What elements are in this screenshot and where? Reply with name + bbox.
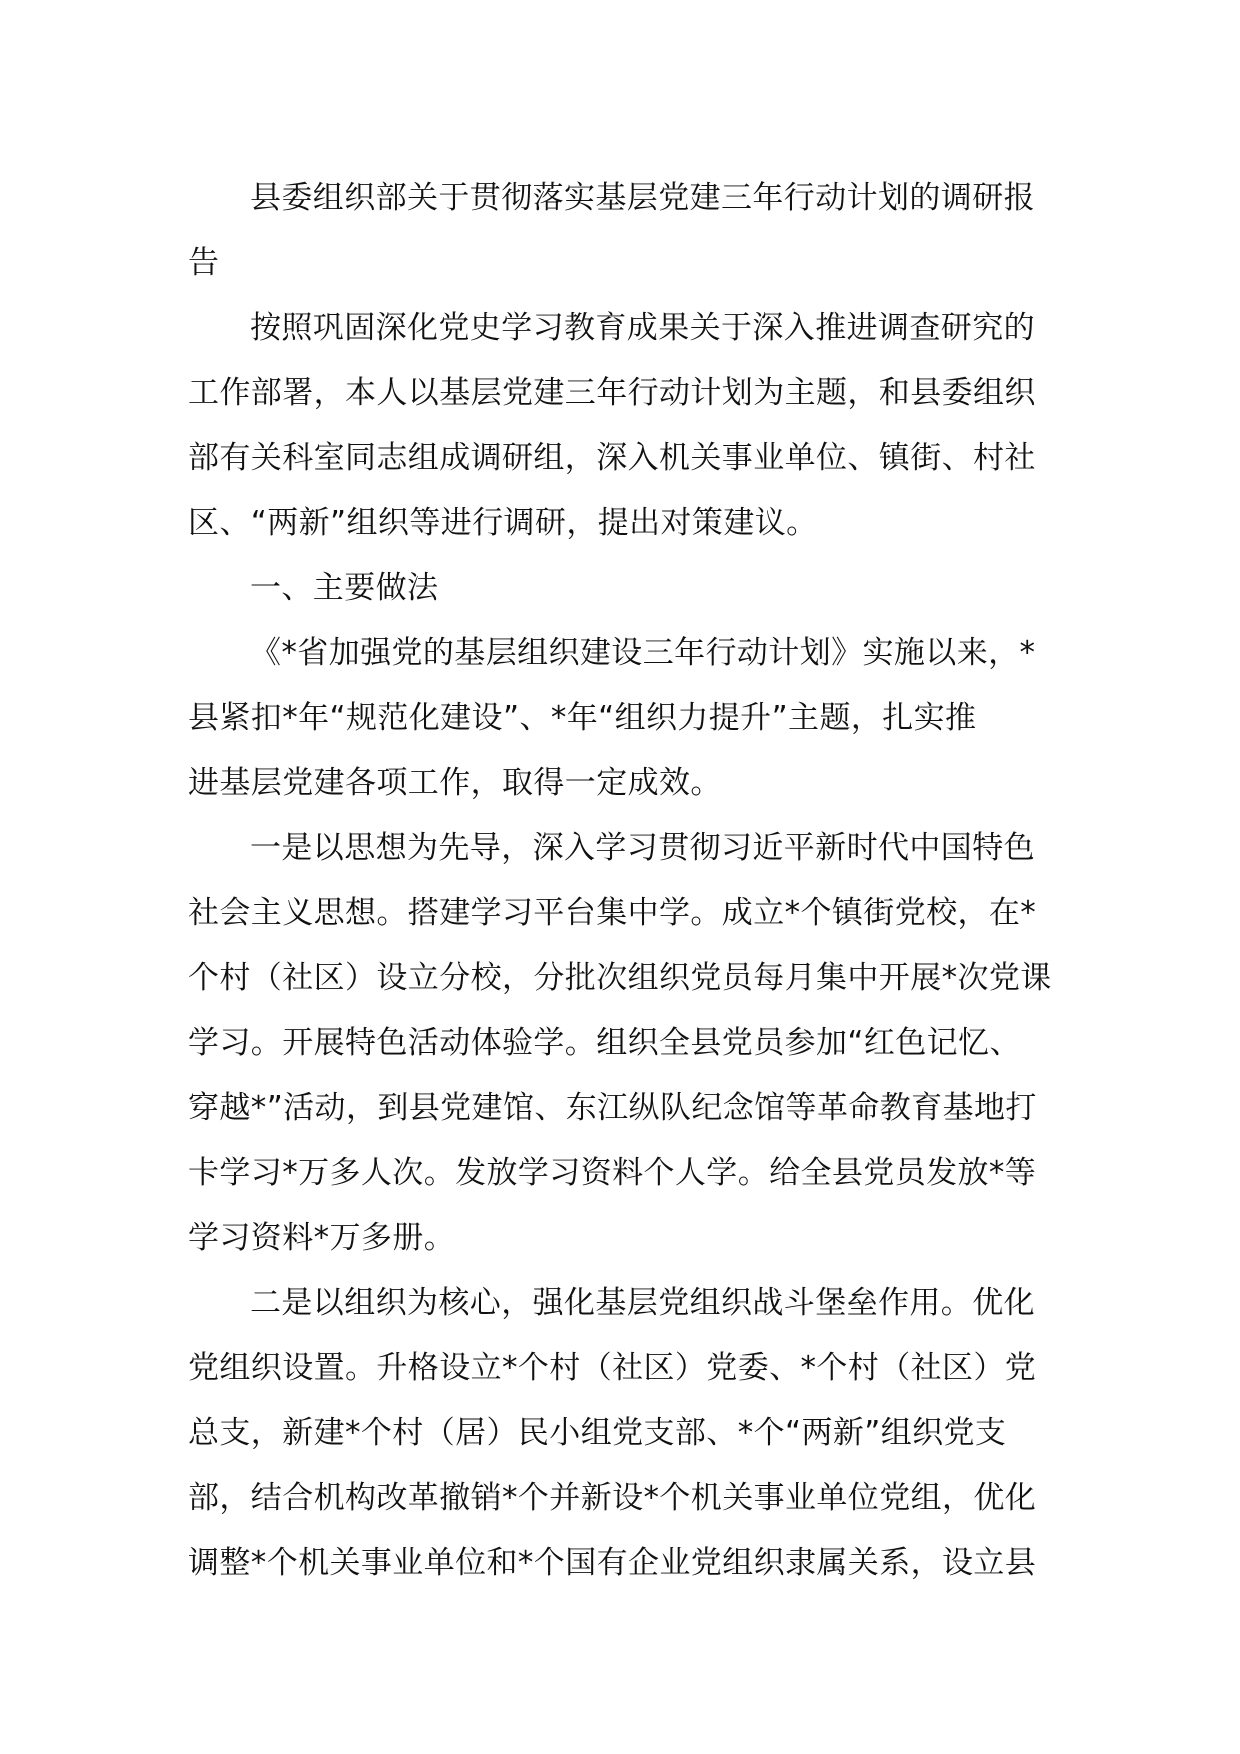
paragraph-line: 部有关科室同志组成调研组，深入机关事业单位、镇街、村社 <box>188 440 1036 476</box>
paragraph-point-one <box>188 816 1058 1271</box>
paragraph-line: 穿越*”活动，到县党建馆、东江纵队纪念馆等革命教育基地打 <box>188 1090 1037 1126</box>
paragraph-line: 进基层党建各项工作，取得一定成效。 <box>188 765 722 801</box>
paragraph-line: 二是以组织为核心，强化基层党组织战斗堡垒作用。优化 <box>250 1285 1035 1321</box>
document-title <box>188 166 1058 296</box>
paragraph-line: 调整*个机关事业单位和*个国有企业党组织隶属关系，设立县 <box>188 1545 1037 1581</box>
paragraph-overview <box>188 621 1058 816</box>
paragraph-line: 个村（社区）设立分校，分批次组织党员每月集中开展*次党课 <box>188 960 1052 996</box>
paragraph-line: 一是以思想为先导，深入学习贯彻习近平新时代中国特色 <box>250 830 1035 866</box>
paragraph-line: 按照巩固深化党史学习教育成果关于深入推进调查研究的 <box>250 310 1035 346</box>
paragraph-line: 部，结合机构改革撤销*个并新设*个机关事业单位党组，优化 <box>188 1480 1037 1516</box>
paragraph-line: 学习资料*万多册。 <box>188 1220 456 1256</box>
paragraph-line: 区、“两新”组织等进行调研，提出对策建议。 <box>188 505 818 541</box>
paragraph-point-two <box>188 1271 1058 1596</box>
paragraph-line: 《*省加强党的基层组织建设三年行动计划》实施以来，* <box>250 635 1036 671</box>
document-body <box>188 166 1058 1596</box>
title-line: 告 <box>188 245 220 281</box>
paragraph-intro <box>188 296 1058 556</box>
section-heading <box>188 556 1058 621</box>
paragraph-line: 总支，新建*个村（居）民小组党支部、*个“两新”组织党支 <box>188 1415 1007 1451</box>
paragraph-line: 工作部署，本人以基层党建三年行动计划为主题，和县委组织 <box>188 375 1036 411</box>
title-line: 县委组织部关于贯彻落实基层党建三年行动计划的调研报 <box>250 180 1035 216</box>
paragraph-line: 社会主义思想。搭建学习平台集中学。成立*个镇街党校，在* <box>188 895 1037 931</box>
paragraph-line: 学习。开展特色活动体验学。组织全县党员参加“红色记忆、 <box>188 1025 1021 1061</box>
section-heading-line: 一、主要做法 <box>250 570 439 606</box>
paragraph-line: 县紧扣*年“规范化建设”、*年“组织力提升”主题，扎实推 <box>188 700 977 736</box>
paragraph-line: 党组织设置。升格设立*个村（社区）党委、*个村（社区）党 <box>188 1350 1037 1386</box>
paragraph-line: 卡学习*万多人次。发放学习资料个人学。给全县党员发放*等 <box>188 1155 1037 1191</box>
